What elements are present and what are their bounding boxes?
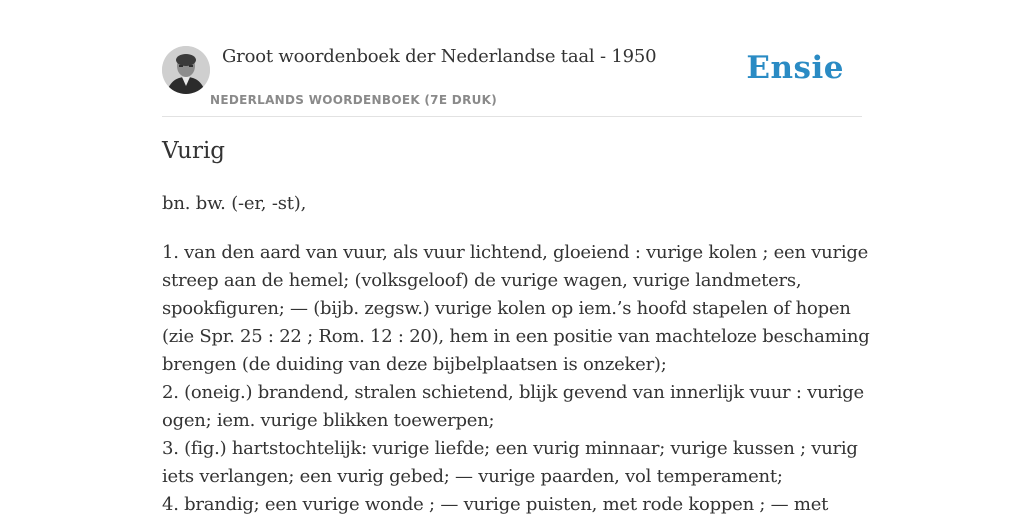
definition-line: spookfiguren; — (bijb. zegsw.) vurige kolen op iem.’s hoofd stapelen of hopen xyxy=(162,298,851,319)
definition-line: iets verlangen; een vurig gebed; — vurige paarden, vol temperament; xyxy=(162,466,783,487)
definition-line: brengen (de duiding van deze bijbelplaatsen is onzeker); xyxy=(162,354,667,375)
ensie-logo[interactable]: Ensie xyxy=(746,50,844,86)
definition-line: 3. (fig.) hartstochtelijk: vurige liefde; een vurig minnaar; vurige kussen ; vurig xyxy=(162,438,858,459)
entry-headword: Vurig xyxy=(162,138,226,164)
source-subtitle[interactable]: NEDERLANDS WOORDENBOEK (7E DRUK) xyxy=(210,93,498,107)
definition-line: 2. (oneig.) brandend, stralen schietend, blijk gevend van innerlijk vuur : vurige xyxy=(162,382,864,403)
definition-line: 1. van den aard van vuur, als vuur lichtend, gloeiend : vurige kolen ; een vurige xyxy=(162,242,869,263)
source-title[interactable]: Groot woordenboek der Nederlandse taal - 1950 xyxy=(222,46,657,67)
portrait-icon xyxy=(162,46,210,94)
definition-line: 4. brandig; een vurige wonde ; — vurige puisten, met rode koppen ; — met xyxy=(162,494,829,515)
definition-line: (zie Spr. 25 : 22 ; Rom. 12 : 20), hem in een positie van machteloze beschaming xyxy=(162,326,870,347)
entry-definitions xyxy=(162,239,870,519)
definition-line: ogen; iem. vurige blikken toewerpen; xyxy=(162,410,495,431)
source-header xyxy=(162,40,862,117)
definition-line: streep aan de hemel; (volksgeloof) de vurige wagen, vurige landmeters, xyxy=(162,270,802,291)
entry-grammar: bn. bw. (-er, -st), xyxy=(162,193,307,214)
portrait-avatar[interactable] xyxy=(162,46,210,94)
